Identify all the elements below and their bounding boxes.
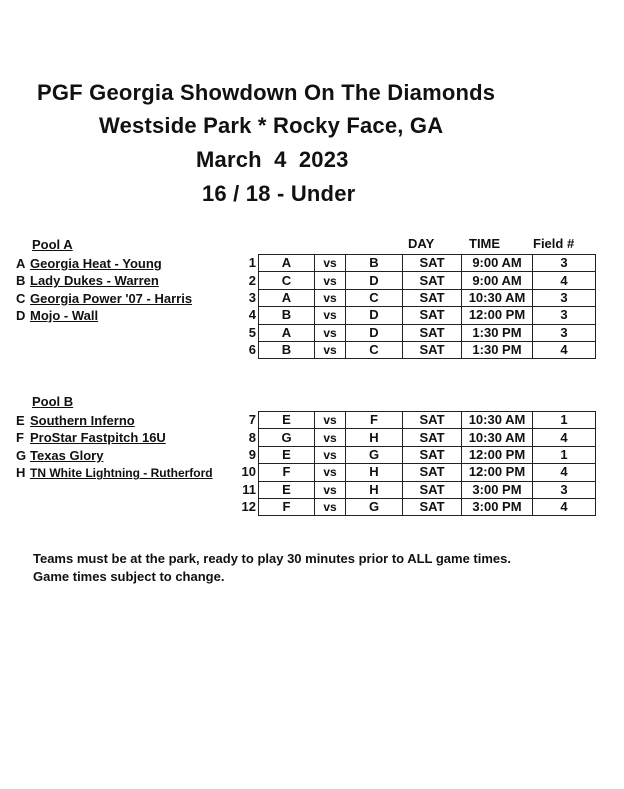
home-team-cell: B [259, 341, 315, 358]
game-row [236, 272, 596, 289]
away-team-cell: D [346, 307, 403, 324]
team-row [16, 290, 192, 307]
time-cell: 10:30 AM [462, 289, 533, 306]
time-cell: 3:00 PM [462, 481, 533, 498]
game-number: 7 [248, 412, 256, 428]
time-cell: 9:00 AM [462, 272, 533, 289]
field-cell: 4 [533, 429, 596, 446]
game-number: 9 [248, 446, 256, 462]
column-header-field: Field # [533, 236, 575, 251]
team-row [16, 464, 213, 481]
day-cell: SAT [403, 412, 462, 429]
time-cell: 9:00 AM [462, 255, 533, 272]
home-team-cell: A [259, 255, 315, 272]
event-title: PGF Georgia Showdown On The Diamonds [37, 80, 496, 105]
day-cell: SAT [403, 481, 462, 498]
team-letter: B [16, 273, 26, 289]
team-name: ProStar Fastpitch 16U [30, 430, 166, 446]
game-row [236, 255, 596, 272]
vs-cell: vs [315, 481, 346, 498]
team-row [16, 255, 192, 272]
game-number: 3 [248, 289, 256, 305]
game-row [236, 481, 596, 498]
game-row [236, 429, 596, 446]
pool-a-label: Pool A [32, 237, 73, 252]
game-number: 4 [248, 307, 256, 323]
field-cell: 4 [533, 341, 596, 358]
game-number: 6 [248, 342, 256, 358]
team-letter: A [16, 256, 26, 271]
team-name: Mojo - Wall [30, 308, 99, 324]
team-name: Georgia Power '07 - Harris [30, 290, 193, 306]
vs-cell: vs [315, 307, 346, 324]
home-team-cell: A [259, 289, 315, 306]
pool-a-team-list [16, 255, 192, 325]
field-cell: 3 [533, 481, 596, 498]
game-number: 10 [241, 464, 256, 480]
vs-cell: vs [315, 498, 346, 515]
team-letter: H [16, 465, 26, 481]
away-team-cell: D [346, 272, 403, 289]
vs-cell: vs [315, 289, 346, 306]
team-row [16, 429, 213, 446]
home-team-cell: F [259, 464, 315, 481]
away-team-cell: B [346, 255, 403, 272]
home-team-cell: E [259, 446, 315, 463]
game-number: 5 [248, 324, 256, 340]
game-number: 12 [241, 499, 256, 515]
team-letter: C [16, 290, 26, 306]
day-cell: SAT [403, 341, 462, 358]
away-team-cell: G [346, 498, 403, 515]
field-cell: 3 [533, 255, 596, 272]
pool-b-team-list [16, 412, 213, 482]
vs-cell: vs [315, 272, 346, 289]
away-team-cell: G [346, 446, 403, 463]
day-cell: SAT [403, 255, 462, 272]
game-row [236, 341, 596, 358]
event-date: March 4 2023 [196, 147, 349, 172]
game-number: 2 [248, 272, 256, 288]
game-row [236, 324, 596, 341]
day-cell: SAT [403, 289, 462, 306]
away-team-cell: H [346, 464, 403, 481]
day-cell: SAT [403, 498, 462, 515]
column-header-time: TIME [469, 236, 501, 251]
team-letter: F [16, 430, 24, 446]
away-team-cell: H [346, 481, 403, 498]
home-team-cell: F [259, 498, 315, 515]
time-cell: 1:30 PM [462, 341, 533, 358]
field-cell: 1 [533, 412, 596, 429]
home-team-cell: E [259, 412, 315, 429]
time-cell: 1:30 PM [462, 324, 533, 341]
arrival-note: Teams must be at the park, ready to play 30 minutes prior to ALL game times. [33, 551, 512, 566]
day-cell: SAT [403, 464, 462, 481]
time-cell: 12:00 PM [462, 464, 533, 481]
home-team-cell: G [259, 429, 315, 446]
game-row [236, 307, 596, 324]
game-number: 11 [242, 481, 256, 497]
team-letter: E [16, 413, 25, 428]
vs-cell: vs [315, 446, 346, 463]
field-cell: 3 [533, 324, 596, 341]
vs-cell: vs [315, 255, 346, 272]
team-row [16, 307, 192, 324]
vs-cell: vs [315, 324, 346, 341]
day-cell: SAT [403, 307, 462, 324]
pool-b-label: Pool B [32, 394, 74, 409]
team-name: TN White Lightning - Rutherford [30, 466, 213, 481]
home-team-cell: B [259, 307, 315, 324]
game-row [236, 446, 596, 463]
team-name: Georgia Heat - Young [30, 256, 162, 271]
team-row [16, 447, 213, 464]
team-row [16, 412, 213, 429]
time-cell: 12:00 PM [462, 307, 533, 324]
game-row [236, 498, 596, 515]
day-cell: SAT [403, 446, 462, 463]
field-cell: 3 [533, 307, 596, 324]
team-letter: D [16, 308, 26, 324]
game-row [236, 412, 596, 429]
game-row [236, 289, 596, 306]
away-team-cell: H [346, 429, 403, 446]
vs-cell: vs [315, 464, 346, 481]
time-cell: 10:30 AM [462, 412, 533, 429]
vs-cell: vs [315, 341, 346, 358]
game-row [236, 464, 596, 481]
away-team-cell: D [346, 324, 403, 341]
day-cell: SAT [403, 429, 462, 446]
team-name: Lady Dukes - Warren [30, 273, 159, 289]
day-cell: SAT [403, 272, 462, 289]
game-number: 1 [248, 255, 256, 271]
time-cell: 3:00 PM [462, 498, 533, 515]
venue-title: Westside Park * Rocky Face, GA [99, 113, 444, 138]
game-number: 8 [248, 429, 256, 445]
field-cell: 4 [533, 272, 596, 289]
field-cell: 4 [533, 498, 596, 515]
home-team-cell: C [259, 272, 315, 289]
field-cell: 4 [533, 464, 596, 481]
pool-b-schedule-table [236, 411, 596, 516]
team-row [16, 272, 192, 289]
time-cell: 10:30 AM [462, 429, 533, 446]
team-name: Texas Glory [30, 447, 104, 463]
team-letter: G [16, 447, 27, 463]
pool-a-schedule-table [236, 254, 596, 359]
time-cell: 12:00 PM [462, 446, 533, 463]
schedule-change-note: Game times subject to change. [33, 569, 225, 584]
field-cell: 3 [533, 289, 596, 306]
field-cell: 1 [533, 446, 596, 463]
day-cell: SAT [403, 324, 462, 341]
vs-cell: vs [315, 429, 346, 446]
home-team-cell: E [259, 481, 315, 498]
vs-cell: vs [315, 412, 346, 429]
away-team-cell: C [346, 341, 403, 358]
away-team-cell: F [346, 412, 403, 429]
column-header-day: DAY [408, 236, 435, 251]
home-team-cell: A [259, 324, 315, 341]
age-division: 16 / 18 - Under [202, 181, 356, 206]
team-name: Southern Inferno [30, 413, 135, 428]
away-team-cell: C [346, 289, 403, 306]
